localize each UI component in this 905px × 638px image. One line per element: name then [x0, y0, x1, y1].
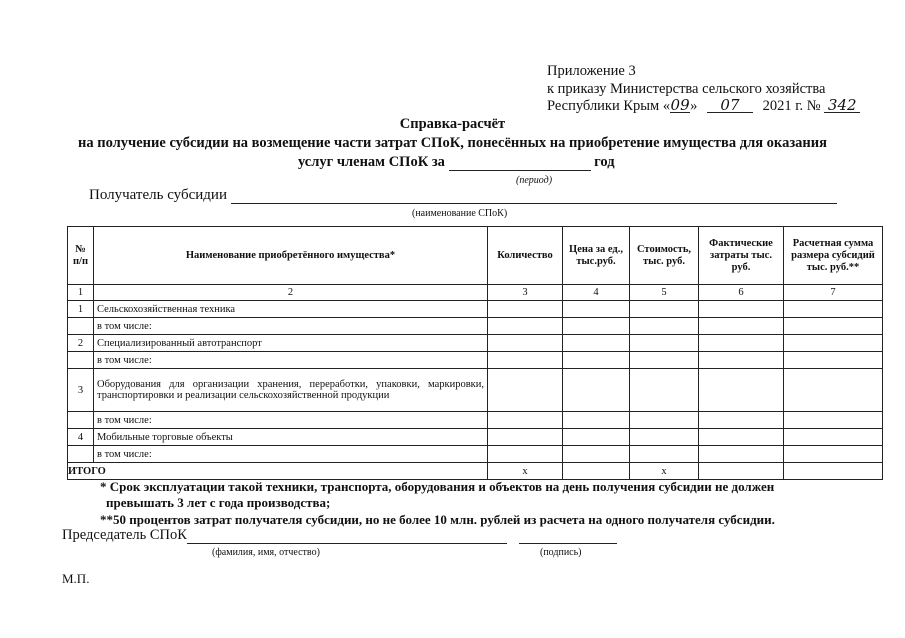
cell-actual[interactable] — [699, 352, 784, 369]
row-name: Оборудования для организации хранения, переработки, упаковки, маркировки, транспортировки и реализации сельскохозяйственной продукции — [94, 369, 488, 412]
total-subsidy[interactable] — [784, 463, 883, 480]
column-number: 4 — [563, 285, 630, 301]
total-qty: x — [488, 463, 563, 480]
cell-cost[interactable] — [630, 412, 699, 429]
period-prefix: услуг членам СПоК за — [298, 154, 445, 170]
cell-price[interactable] — [563, 446, 630, 463]
cell-subsidy[interactable] — [784, 412, 883, 429]
table-row — [68, 352, 883, 369]
cell-price[interactable] — [563, 429, 630, 446]
cell-actual[interactable] — [699, 446, 784, 463]
row-name: в том числе: — [94, 352, 488, 369]
cell-price[interactable] — [563, 318, 630, 335]
cell-qty[interactable] — [488, 318, 563, 335]
cell-actual[interactable] — [699, 412, 784, 429]
column-number: 2 — [94, 285, 488, 301]
appendix-line-1: Приложение 3 — [547, 63, 636, 79]
header-qty: Количество — [488, 227, 563, 285]
cell-qty[interactable] — [488, 412, 563, 429]
stamp-placeholder: М.П. — [62, 571, 90, 586]
period-suffix: год — [594, 154, 615, 170]
header-actual: Фактические затраты тыс. руб. — [699, 227, 784, 285]
cell-actual[interactable] — [699, 369, 784, 412]
cell-cost[interactable] — [630, 369, 699, 412]
cell-price[interactable] — [563, 412, 630, 429]
row-number — [68, 446, 94, 463]
table-row — [68, 446, 883, 463]
appendix-quote-close: » — [690, 98, 698, 114]
column-number: 6 — [699, 285, 784, 301]
chairman-label: Председатель СПоК — [62, 527, 187, 543]
table-row — [68, 335, 883, 352]
cell-qty[interactable] — [488, 335, 563, 352]
row-number — [68, 412, 94, 429]
row-name: Сельскохозяйственная техника — [94, 301, 488, 318]
row-name: в том числе: — [94, 318, 488, 335]
document-period-line — [298, 154, 615, 171]
row-number: 4 — [68, 429, 94, 446]
total-price[interactable] — [563, 463, 630, 480]
footnote-1-line-2: превышать 3 лет с года производства; — [106, 495, 331, 510]
column-numbers-row — [68, 285, 883, 301]
assets-table — [67, 226, 883, 480]
table-row — [68, 412, 883, 429]
cell-price[interactable] — [563, 352, 630, 369]
row-name: Специализированный автотранспорт — [94, 335, 488, 352]
row-number: 2 — [68, 335, 94, 352]
row-name: в том числе: — [94, 446, 488, 463]
row-name: Мобильные торговые объекты — [94, 429, 488, 446]
cell-subsidy[interactable] — [784, 318, 883, 335]
appendix-line-3 — [547, 98, 860, 114]
cell-actual[interactable] — [699, 301, 784, 318]
column-number: 5 — [630, 285, 699, 301]
table-row — [68, 369, 883, 412]
recipient-row — [89, 187, 837, 204]
cell-actual[interactable] — [699, 318, 784, 335]
cell-cost[interactable] — [630, 446, 699, 463]
total-cost: x — [630, 463, 699, 480]
cell-qty[interactable] — [488, 352, 563, 369]
document-subtitle: на получение субсидии на возмещение части затрат СПоК, понесённых на приобретение имущества для оказания — [78, 135, 827, 151]
cell-actual[interactable] — [699, 429, 784, 446]
appendix-republic-text: Республики Крым « — [547, 98, 671, 114]
header-name: Наименование приобретённого имущества* — [94, 227, 488, 285]
cell-price[interactable] — [563, 335, 630, 352]
column-number: 7 — [784, 285, 883, 301]
recipient-caption: (наименование СПоК) — [412, 208, 508, 219]
cell-cost[interactable] — [630, 301, 699, 318]
row-number: 1 — [68, 301, 94, 318]
cell-qty[interactable] — [488, 446, 563, 463]
cell-cost[interactable] — [630, 429, 699, 446]
footnote-1-line-1: * Срок эксплуатации такой техники, транспорта, оборудования и объектов на день получения субсидии не должен — [100, 479, 775, 494]
appendix-day: 09 — [670, 96, 690, 114]
row-number — [68, 318, 94, 335]
appendix-line-2: к приказу Министерства сельского хозяйства — [547, 81, 826, 97]
header-no: № п/п — [68, 227, 94, 285]
footnote-2: **50 процентов затрат получателя субсидии, но не более 10 млн. рублей из расчета на одного получателя субсидии. — [100, 512, 775, 527]
cell-qty[interactable] — [488, 301, 563, 318]
row-name: в том числе: — [94, 412, 488, 429]
period-caption: (период) — [516, 175, 553, 186]
total-actual[interactable] — [699, 463, 784, 480]
column-number: 3 — [488, 285, 563, 301]
row-number: 3 — [68, 369, 94, 412]
table-row — [68, 429, 883, 446]
cell-subsidy[interactable] — [784, 446, 883, 463]
cell-actual[interactable] — [699, 335, 784, 352]
table-row — [68, 318, 883, 335]
appendix-year-text: 2021 г. № — [762, 98, 821, 114]
cell-qty[interactable] — [488, 369, 563, 412]
column-number: 1 — [68, 285, 94, 301]
signature-row — [62, 527, 617, 544]
cell-price[interactable] — [563, 369, 630, 412]
cell-cost[interactable] — [630, 318, 699, 335]
appendix-number: 342 — [824, 98, 860, 113]
period-blank[interactable] — [449, 156, 591, 171]
table-header-row — [68, 227, 883, 285]
header-price: Цена за ед., тыс.руб. — [563, 227, 630, 285]
row-number — [68, 352, 94, 369]
cell-subsidy[interactable] — [784, 352, 883, 369]
total-label: ИТОГО — [68, 463, 488, 480]
cell-subsidy[interactable] — [784, 429, 883, 446]
cell-cost[interactable] — [630, 352, 699, 369]
cell-subsidy[interactable] — [784, 369, 883, 412]
header-subsidy: Расчетная сумма размера субсидий тыс. руб.** — [784, 227, 883, 285]
recipient-label: Получатель субсидии — [89, 187, 227, 203]
cell-cost[interactable] — [630, 335, 699, 352]
cell-subsidy[interactable] — [784, 301, 883, 318]
recipient-blank[interactable] — [231, 188, 837, 204]
chairman-signature-blank[interactable] — [519, 528, 617, 544]
name-caption: (фамилия, имя, отчество) — [212, 547, 320, 558]
cell-price[interactable] — [563, 301, 630, 318]
cell-subsidy[interactable] — [784, 335, 883, 352]
table-total-row — [68, 463, 883, 480]
table-row — [68, 301, 883, 318]
cell-qty[interactable] — [488, 429, 563, 446]
header-cost: Стоимость, тыс. руб. — [630, 227, 699, 285]
appendix-month: 07 — [707, 98, 753, 113]
chairman-name-blank[interactable] — [187, 528, 507, 544]
document-title: Справка-расчёт — [399, 116, 506, 132]
signature-caption: (подпись) — [540, 547, 582, 558]
